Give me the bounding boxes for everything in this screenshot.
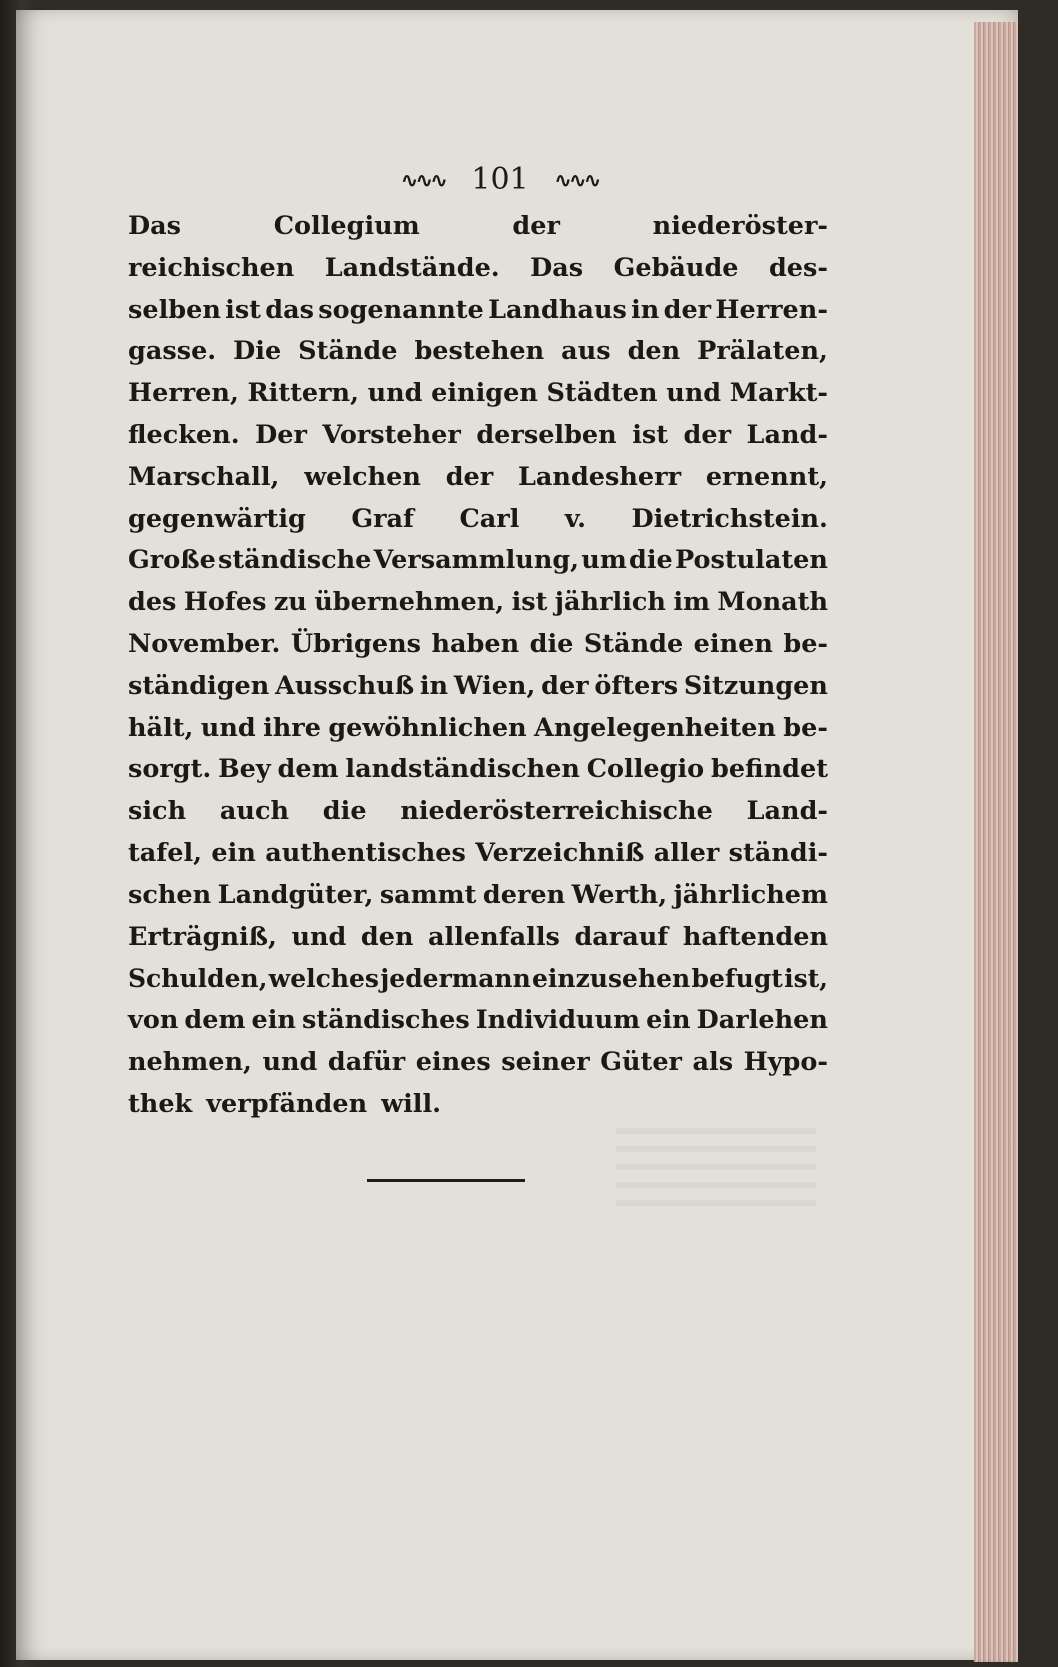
word: Collegio	[586, 754, 705, 785]
text-line	[128, 457, 828, 499]
word: Rittern,	[247, 378, 359, 409]
text-line	[128, 833, 828, 875]
section-rule	[367, 1179, 525, 1182]
word: Collegium	[273, 211, 420, 241]
word: verpfänden	[206, 1088, 368, 1119]
word: ein	[251, 1005, 296, 1036]
word: Landhaus	[488, 294, 627, 325]
word: haben	[431, 628, 520, 659]
text-line	[128, 666, 828, 708]
word: nehmen,	[128, 1046, 252, 1077]
word: gasse.	[128, 336, 217, 367]
word: ständigen	[128, 670, 270, 701]
word: in	[419, 670, 449, 701]
word: Land-	[746, 796, 828, 827]
word: authentisches	[265, 837, 466, 868]
ornament-left: ∿∿∿	[401, 167, 446, 192]
text-line	[128, 875, 828, 917]
word: die	[322, 796, 367, 827]
word: des-	[768, 252, 828, 283]
word: und	[666, 378, 722, 409]
word: Der	[255, 419, 307, 450]
word: einzusehen	[532, 964, 691, 994]
word: der	[445, 461, 494, 492]
word: die	[629, 545, 673, 576]
word: den	[627, 336, 681, 367]
word: sammt	[379, 879, 477, 910]
word: Vorsteher	[322, 419, 461, 450]
word: Die	[233, 336, 282, 367]
word: derselben	[476, 419, 617, 450]
word: der	[541, 670, 589, 701]
word: landständischen	[345, 754, 580, 785]
word: im	[673, 587, 710, 618]
word: Marschall,	[128, 461, 280, 492]
word: übernehmen,	[314, 587, 505, 618]
word: eines	[415, 1046, 491, 1077]
word: welches	[268, 964, 379, 994]
word: Das	[128, 211, 181, 241]
word: ständische	[218, 545, 372, 576]
word: v.	[564, 503, 587, 534]
word: Angelegenheiten	[534, 712, 776, 743]
word: Postulaten	[675, 545, 828, 576]
word: Sitzungen	[683, 670, 828, 701]
word: das	[265, 294, 314, 325]
text-line	[128, 499, 828, 541]
word: ständi-	[728, 837, 828, 868]
word: niederösterreichische	[400, 796, 713, 827]
text-line	[128, 958, 828, 1000]
word: ist	[225, 294, 261, 325]
text-line	[128, 415, 828, 457]
word: Prälaten,	[697, 336, 828, 367]
word: Wien,	[453, 670, 536, 701]
word: zu	[273, 587, 307, 618]
word: Das	[530, 252, 584, 283]
word: einen	[693, 628, 773, 659]
word: und	[200, 712, 256, 743]
word: den	[360, 921, 414, 952]
text-line	[128, 290, 828, 332]
word: einigen	[431, 378, 538, 409]
word: Güter	[600, 1046, 682, 1077]
word: und	[291, 921, 347, 952]
word: der	[512, 211, 560, 241]
word: Monath	[717, 587, 828, 618]
word: Hofes	[183, 587, 267, 618]
word: niederöster-	[652, 211, 828, 241]
word: gegenwärtig	[128, 503, 306, 534]
bleed-through	[616, 1128, 816, 1218]
word: be-	[783, 712, 828, 743]
word: allenfalls	[428, 921, 560, 952]
word: Land-	[746, 419, 828, 450]
word: der	[663, 294, 712, 325]
word: tafel,	[128, 837, 203, 868]
word: jedermann	[380, 964, 531, 994]
word: dem	[277, 754, 339, 785]
word: Stände	[583, 628, 684, 659]
word: in	[631, 294, 660, 325]
word: Herren-	[715, 294, 828, 325]
word: Verzeichniß	[475, 837, 645, 868]
text-line	[128, 1084, 828, 1126]
word: Hypo-	[743, 1046, 828, 1077]
text-line	[128, 206, 828, 248]
text-line	[128, 248, 828, 290]
word: seiner	[501, 1046, 590, 1077]
word: aus	[561, 336, 611, 367]
word: ein	[646, 1005, 691, 1036]
word: um	[581, 545, 627, 576]
page-header	[350, 162, 650, 197]
word: die	[529, 628, 574, 659]
text-line	[128, 1000, 828, 1042]
word: ihre	[263, 712, 321, 743]
word: dafür	[327, 1046, 406, 1077]
word: Bey	[218, 754, 271, 785]
page-number: 101	[471, 162, 529, 197]
word: ernennt,	[705, 461, 828, 492]
word: Erträgniß,	[128, 921, 277, 952]
word: gewöhnlichen	[328, 712, 527, 743]
word: von	[128, 1005, 179, 1036]
word: reichischen	[128, 252, 295, 283]
word: Städten	[546, 378, 658, 409]
word: ist	[511, 587, 548, 618]
word: Darlehen	[696, 1005, 828, 1036]
word: Schulden,	[128, 964, 268, 994]
word: Stände	[298, 336, 398, 367]
word: be-	[783, 628, 828, 659]
word: jährlichem	[673, 879, 828, 910]
text-line	[128, 540, 828, 582]
word: Werth,	[571, 879, 668, 910]
word: deren	[482, 879, 566, 910]
word: und	[262, 1046, 318, 1077]
word: aller	[653, 837, 720, 868]
word: darauf	[574, 921, 669, 952]
word: dem	[184, 1005, 246, 1036]
word: der	[683, 419, 732, 450]
word: Dietrichstein.	[631, 503, 828, 534]
word: November.	[128, 628, 281, 659]
word: Carl	[459, 503, 520, 534]
word: des	[128, 587, 177, 618]
word: ist,	[784, 964, 828, 994]
word: Markt-	[729, 378, 828, 409]
word: selben	[128, 294, 221, 325]
ornament-right: ∿∿∿	[554, 167, 599, 192]
text-line	[128, 331, 828, 373]
text-line	[128, 624, 828, 666]
word: befugt	[691, 964, 783, 994]
word: sogenannte	[318, 294, 484, 325]
text-line	[128, 917, 828, 959]
word: sorgt.	[128, 754, 212, 785]
word: Gebäude	[613, 252, 739, 283]
word: flecken.	[128, 419, 240, 450]
word: Übrigens	[290, 628, 421, 659]
text-line	[128, 1042, 828, 1084]
word: Herren,	[128, 378, 239, 409]
word: auch	[219, 796, 290, 827]
word: ist	[632, 419, 669, 450]
word: Landstände.	[324, 252, 500, 283]
text-line	[128, 373, 828, 415]
word: ständisches	[301, 1005, 470, 1036]
word: welchen	[304, 461, 421, 492]
word: will.	[381, 1088, 442, 1119]
text-line	[128, 749, 828, 791]
word: Individuum	[475, 1005, 641, 1036]
word: thek	[128, 1088, 193, 1119]
word: Landesherr	[517, 461, 682, 492]
word: und	[367, 378, 423, 409]
word: schen	[128, 879, 212, 910]
word: Große	[128, 545, 216, 576]
word: Ausschuß	[275, 670, 415, 701]
word: sich	[128, 796, 187, 827]
word: haftenden	[682, 921, 828, 952]
word: befindet	[711, 754, 828, 785]
word: jährlich	[554, 587, 666, 618]
word: Landgüter,	[217, 879, 374, 910]
word: als	[692, 1046, 734, 1077]
word: Graf	[351, 503, 415, 534]
word: bestehen	[414, 336, 545, 367]
word: hält,	[128, 712, 194, 743]
text-line	[128, 791, 828, 833]
word: ein	[211, 837, 256, 868]
text-line	[128, 582, 828, 624]
word: öfters	[594, 670, 679, 701]
page-edges	[974, 22, 1018, 1662]
body-text	[128, 206, 828, 1126]
word: Versammlung,	[373, 545, 580, 576]
text-line	[128, 708, 828, 750]
